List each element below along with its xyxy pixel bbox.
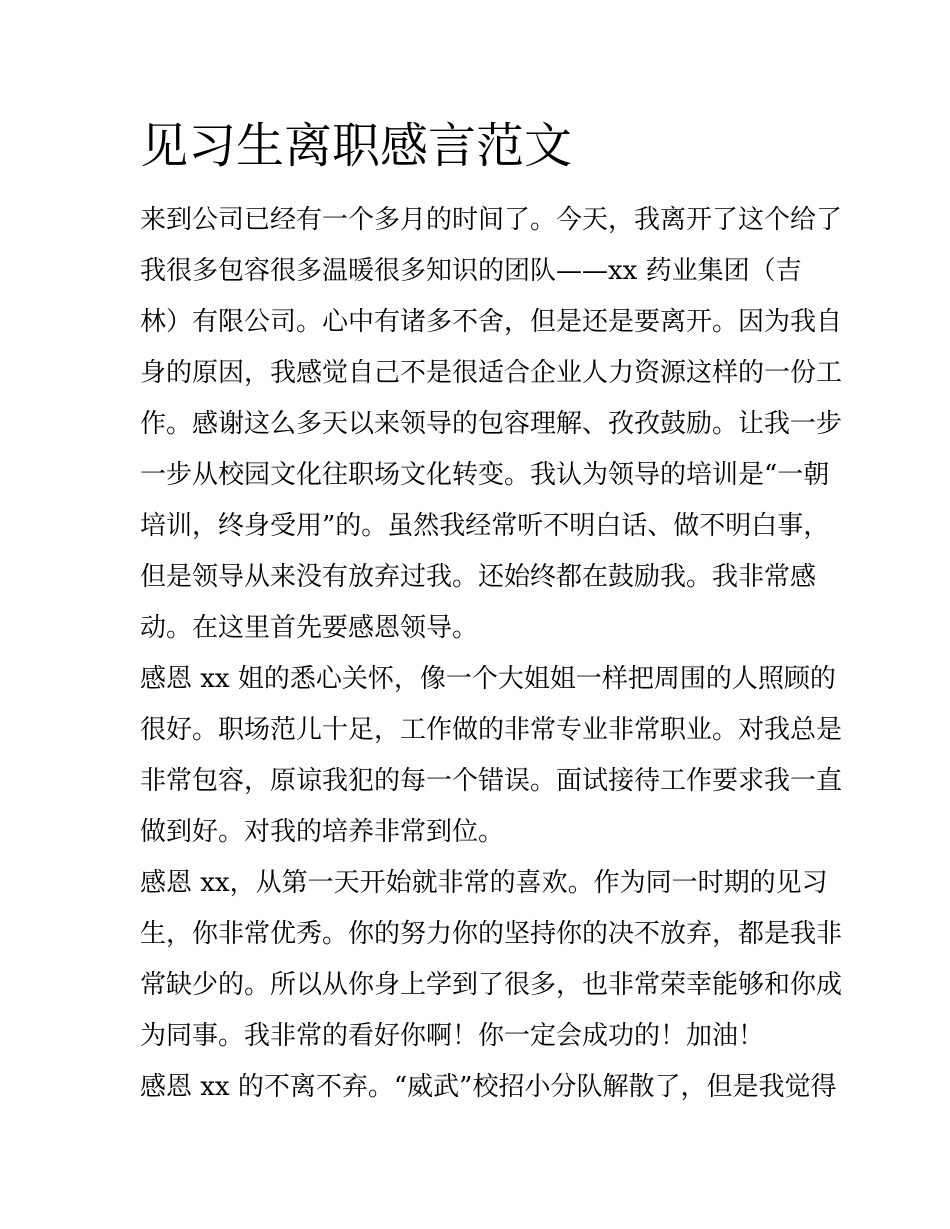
body-line: 作。感谢这么多天以来领导的包容理解、孜孜鼓励。让我一步 xyxy=(140,409,843,439)
body-line: 一步从校园文化往职场文化转变。我认为领导的培训是“一朝 xyxy=(140,460,830,490)
body-line: 身的原因，我感觉自己不是很适合企业人力资源这样的一份工 xyxy=(140,358,843,388)
body-line: 常缺少的。所以从你身上学到了很多，也非常荣幸能够和你成 xyxy=(140,970,843,1000)
document-body xyxy=(140,195,843,1113)
body-line: 感恩 xx，从第一天开始就非常的喜欢。作为同一时期的见习 xyxy=(140,868,828,898)
document-title: 见习生离职感言范文 xyxy=(140,118,573,174)
body-line: 我很多包容很多温暖很多知识的团队——xx 药业集团（吉 xyxy=(140,256,802,286)
body-line: 感恩 xx 姐的悉心关怀，像一个大姐姐一样把周围的人照顾的 xyxy=(140,664,836,694)
body-line: 很好。职场范儿十足，工作做的非常专业非常职业。对我总是 xyxy=(140,715,843,745)
body-line: 做到好。对我的培养非常到位。 xyxy=(140,817,505,847)
body-line: 非常包容，原谅我犯的每一个错误。面试接待工作要求我一直 xyxy=(140,766,843,796)
body-line: 为同事。我非常的看好你啊！你一定会成功的！加油！ xyxy=(140,1021,765,1051)
body-line: 感恩 xx 的不离不弃。“威武”校招小分队解散了，但是我觉得 xyxy=(140,1072,837,1102)
body-line: 生，你非常优秀。你的努力你的坚持你的决不放弃，都是我非 xyxy=(140,919,843,949)
body-line: 来到公司已经有一个多月的时间了。今天，我离开了这个给了 xyxy=(140,205,843,235)
body-line: 但是领导从来没有放弃过我。还始终都在鼓励我。我非常感 xyxy=(140,562,817,592)
body-line: 林）有限公司。心中有诸多不舍，但是还是要离开。因为我自 xyxy=(140,307,843,337)
body-line: 培训，终身受用”的。虽然我经常听不明白话、做不明白事， xyxy=(140,511,830,541)
body-line: 动。在这里首先要感恩领导。 xyxy=(140,613,479,643)
